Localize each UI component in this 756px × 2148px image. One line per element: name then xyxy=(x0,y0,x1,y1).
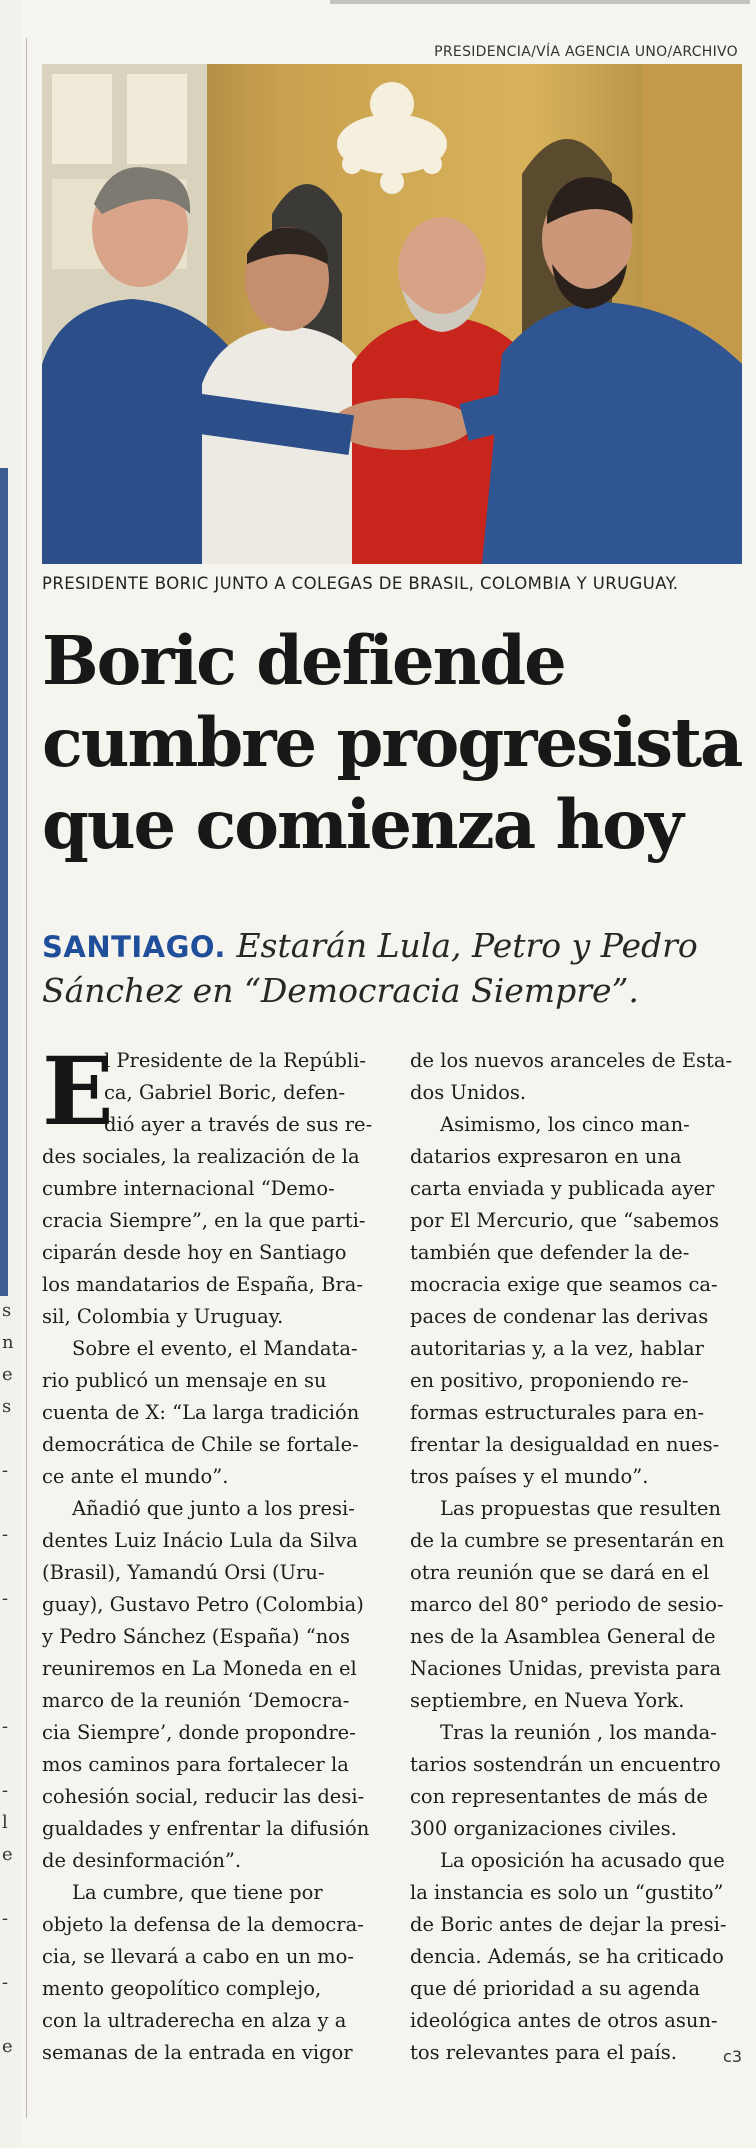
drop-cap: E xyxy=(42,1037,114,1147)
text-line: sil, Colombia y Uruguay. xyxy=(42,1305,284,1328)
text-line: que dé prioridad a su agenda xyxy=(410,1977,701,2000)
adjacent-text-fragment: - xyxy=(2,1780,9,1801)
presidents-photo-illustration xyxy=(42,64,742,564)
text-line: dencia. Además, se ha criticado xyxy=(410,1945,724,1968)
headline-line: cumbre progresista xyxy=(42,703,742,782)
text-line: formas estructurales para en- xyxy=(410,1401,705,1424)
text-line: septiembre, en Nueva York. xyxy=(410,1689,685,1712)
adjacent-text-fragment: - xyxy=(2,1460,9,1481)
text-line: cracia Siempre”, en la que parti- xyxy=(42,1209,366,1232)
text-line: mento geopolítico complejo, xyxy=(42,1977,322,2000)
paragraph xyxy=(410,1045,742,1109)
text-line: tos relevantes para el país. xyxy=(410,2041,677,2064)
text-line: democrática de Chile se fortale- xyxy=(42,1433,359,1456)
text-line: dentes Luiz Inácio Lula da Silva xyxy=(42,1529,358,1552)
text-line: dió ayer a través de sus re- xyxy=(104,1113,373,1136)
text-line: des sociales, la realización de la xyxy=(42,1145,360,1168)
headline xyxy=(42,620,742,866)
text-line: dos Unidos. xyxy=(410,1081,527,1104)
text-line: autoritarias y, a la vez, hablar xyxy=(410,1337,704,1360)
text-line: marco de la reunión ‘Democra- xyxy=(42,1689,350,1712)
text-line: tarios sostendrán un encuentro xyxy=(410,1753,721,1776)
adjacent-text-fragment: e xyxy=(2,1844,13,1865)
text-line: Tras la reunión , los manda- xyxy=(440,1721,717,1744)
text-line: 300 organizaciones civiles. xyxy=(410,1817,677,1840)
photo-credit: PRESIDENCIA/VÍA AGENCIA UNO/ARCHIVO xyxy=(434,44,738,60)
text-line: mocracia exige que seamos ca- xyxy=(410,1273,718,1296)
text-line: Añadió que junto a los presi- xyxy=(72,1497,355,1520)
paragraph xyxy=(410,1845,742,2069)
dek-text: Estarán Lula, Petro y Pedro xyxy=(225,926,698,965)
text-line: cohesión social, reducir las desi- xyxy=(42,1785,365,1808)
paragraph xyxy=(42,1877,388,2069)
text-line: l Presidente de la Repúbli- xyxy=(104,1049,366,1072)
adjacent-text-fragment: s xyxy=(2,1396,12,1417)
paragraph xyxy=(410,1717,742,1845)
text-line: ciparán desde hoy en Santiago xyxy=(42,1241,347,1264)
first-paragraph xyxy=(42,1037,388,1333)
adjacent-text-fragment: l xyxy=(2,1812,8,1833)
adjacent-text-fragment: - xyxy=(2,1972,9,1993)
text-line: La cumbre, que tiene por xyxy=(72,1881,323,1904)
news-photo xyxy=(42,64,742,564)
text-line: objeto la defensa de la democra- xyxy=(42,1913,364,1936)
adjacent-text-fragment: - xyxy=(2,1524,9,1545)
paragraph xyxy=(42,1493,388,1877)
text-line: ca, Gabriel Boric, defen- xyxy=(104,1081,346,1104)
headline-line: Boric defiende xyxy=(42,621,565,700)
text-line: la instancia es solo un “gustito” xyxy=(410,1881,724,1904)
text-line: de la cumbre se presentarán en xyxy=(410,1529,725,1552)
text-line: semanas de la entrada en vigor xyxy=(42,2041,353,2064)
text-line: reuniremos en La Moneda en el xyxy=(42,1657,357,1680)
text-line: marco del 80° periodo de sesio- xyxy=(410,1593,724,1616)
text-line: mos caminos para fortalecer la xyxy=(42,1753,349,1776)
adjacent-column xyxy=(0,0,22,2148)
text-line: cia Siempre’, donde propondre- xyxy=(42,1721,356,1744)
adjacent-text-fragment: e xyxy=(2,2036,13,2057)
text-line: gualdades y enfrentar la difusión xyxy=(42,1817,370,1840)
text-line: carta enviada y publicada ayer xyxy=(410,1177,715,1200)
text-line: con representantes de más de xyxy=(410,1785,708,1808)
text-line: de Boric antes de dejar la presi- xyxy=(410,1913,727,1936)
text-line: Asimismo, los cinco man- xyxy=(440,1113,690,1136)
text-line: La oposición ha acusado que xyxy=(440,1849,725,1872)
adjacent-text-fragment: n xyxy=(2,1332,14,1353)
end-mark: c3 xyxy=(723,2047,742,2066)
text-line: datarios expresaron en una xyxy=(410,1145,682,1168)
text-line: Sobre el evento, el Mandata- xyxy=(72,1337,358,1360)
top-rule xyxy=(330,0,750,4)
paragraph xyxy=(410,1493,742,1717)
paragraph xyxy=(42,1333,388,1493)
paragraph xyxy=(410,1109,742,1493)
text-line: ideológica antes de otros asun- xyxy=(410,2009,718,2032)
text-line: tros países y el mundo”. xyxy=(410,1465,649,1488)
text-line: rio publicó un mensaje en su xyxy=(42,1369,327,1392)
dek-text: Sánchez en “Democracia Siempre”. xyxy=(42,971,639,1010)
text-line: Naciones Unidas, prevista para xyxy=(410,1657,721,1680)
text-line: cuenta de X: “La larga tradición xyxy=(42,1401,360,1424)
text-line: Las propuestas que resulten xyxy=(440,1497,721,1520)
text-line: por El Mercurio, que “sabemos xyxy=(410,1209,720,1232)
article-column-1 xyxy=(42,1037,388,2069)
adjacent-text-fragment: - xyxy=(2,1908,9,1929)
dateline: SANTIAGO. xyxy=(42,930,226,964)
subheadline xyxy=(42,924,742,1013)
photo-caption: PRESIDENTE BORIC JUNTO A COLEGAS DE BRASIL, COLOMBIA Y URUGUAY. xyxy=(42,574,679,593)
text-line: también que defender la de- xyxy=(410,1241,690,1264)
adjacent-text-fragment: e xyxy=(2,1364,13,1385)
adjacent-image-edge xyxy=(0,468,8,1296)
adjacent-text-fragment: - xyxy=(2,1716,9,1737)
adjacent-text-fragment: - xyxy=(2,1588,9,1609)
text-line: de desinformación”. xyxy=(42,1849,242,1872)
text-line: ce ante el mundo”. xyxy=(42,1465,229,1488)
adjacent-text-fragment: s xyxy=(2,1300,12,1321)
text-line: cia, se llevará a cabo en un mo- xyxy=(42,1945,354,1968)
text-line: nes de la Asamblea General de xyxy=(410,1625,716,1648)
text-line: con la ultraderecha en alza y a xyxy=(42,2009,347,2032)
text-line: y Pedro Sánchez (España) “nos xyxy=(42,1625,351,1648)
text-line: los mandatarios de España, Bra- xyxy=(42,1273,363,1296)
column-rule xyxy=(26,38,27,2118)
text-line: en positivo, proponiendo re- xyxy=(410,1369,689,1392)
text-line: guay), Gustavo Petro (Colombia) xyxy=(42,1593,364,1616)
text-line: cumbre internacional “Demo- xyxy=(42,1177,335,1200)
text-line: (Brasil), Yamandú Orsi (Uru- xyxy=(42,1561,325,1584)
text-line: frentar la desigualdad en nues- xyxy=(410,1433,720,1456)
headline-line: que comienza hoy xyxy=(42,785,682,864)
article-column-2 xyxy=(410,1045,742,2069)
text-line: paces de condenar las derivas xyxy=(410,1305,709,1328)
text-line: de los nuevos aranceles de Esta- xyxy=(410,1049,733,1072)
text-line: otra reunión que se dará en el xyxy=(410,1561,710,1584)
